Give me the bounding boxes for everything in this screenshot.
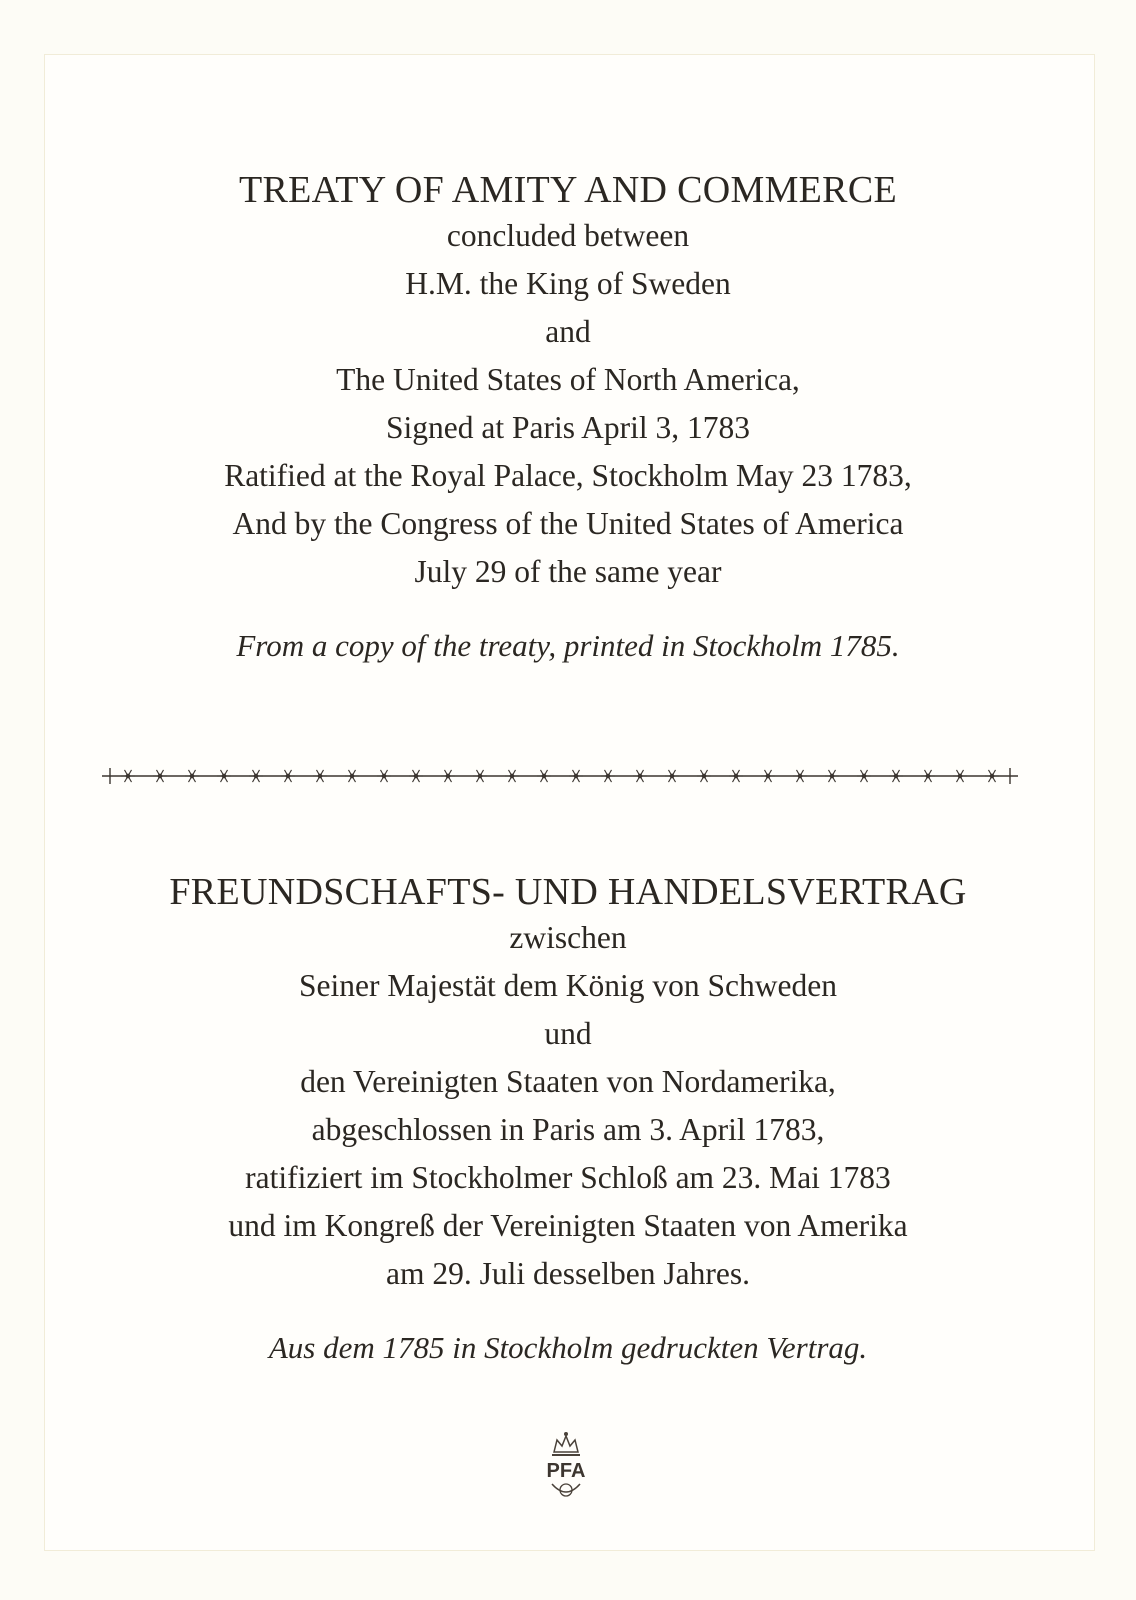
- star-ornament-icon: [825, 770, 839, 782]
- star-ornament-icon: [601, 770, 615, 782]
- english-source-note: From a copy of the treaty, printed in Stockholm 1785.: [236, 628, 900, 663]
- german-line: ratifiziert im Stockholmer Schloß am 23. Mai 1783: [245, 1160, 891, 1195]
- star-ornament-icon: [729, 770, 743, 782]
- logo-text: PFA: [546, 1460, 586, 1482]
- star-ornament-icon: [793, 770, 807, 782]
- star-ornament-icon: [665, 770, 679, 782]
- star-ornament-icon: [921, 770, 935, 782]
- star-ornament-icon: [569, 770, 583, 782]
- star-ornament-icon: [953, 770, 967, 782]
- star-ornament-icon: [313, 770, 327, 782]
- star-ornament-icon: [537, 770, 551, 782]
- star-ornament-icon: [377, 770, 391, 782]
- star-ornament-icon: [441, 770, 455, 782]
- ornamental-star-divider: [102, 764, 1018, 788]
- german-line: und im Kongreß der Vereinigten Staaten von Amerika: [228, 1208, 908, 1243]
- star-ornament-icon: [505, 770, 519, 782]
- english-title: TREATY OF AMITY AND COMMERCE: [239, 169, 897, 211]
- german-title: FREUNDSCHAFTS- UND HANDELSVERTRAG: [169, 871, 967, 913]
- german-line: den Vereinigten Staaten von Nordamerika,: [300, 1064, 836, 1099]
- star-ornament-icon: [985, 770, 999, 782]
- star-ornament-icon: [409, 770, 423, 782]
- star-ornament-icon: [697, 770, 711, 782]
- star-ornament-icon: [121, 770, 135, 782]
- star-ornament-icon: [761, 770, 775, 782]
- english-line: And by the Congress of the United States of America: [232, 506, 904, 541]
- star-ornament-icon: [249, 770, 263, 782]
- english-line: July 29 of the same year: [414, 554, 722, 589]
- german-line: abgeschlossen in Paris am 3. April 1783,: [311, 1112, 825, 1147]
- english-line: Signed at Paris April 3, 1783: [386, 410, 750, 445]
- german-line: zwischen: [509, 920, 627, 955]
- english-section: [0, 168, 1136, 697]
- german-section: [0, 870, 1136, 1399]
- star-ornament-icon: [857, 770, 871, 782]
- german-line: und: [544, 1016, 592, 1051]
- german-source-note: Aus dem 1785 in Stockholm gedruckten Vertrag.: [268, 1330, 868, 1365]
- star-ornament-icon: [281, 770, 295, 782]
- star-ornament-icon: [473, 770, 487, 782]
- star-ornament-icon: [153, 770, 167, 782]
- english-line: The United States of North America,: [336, 362, 800, 397]
- star-ornament-icon: [217, 770, 231, 782]
- star-ornament-icon: [345, 770, 359, 782]
- star-ornament-icon: [889, 770, 903, 782]
- english-line: H.M. the King of Sweden: [405, 266, 731, 301]
- english-line: and: [545, 314, 591, 349]
- star-ornament-icon: [633, 770, 647, 782]
- german-line: Seiner Majestät dem König von Schweden: [298, 968, 837, 1003]
- english-line: Ratified at the Royal Palace, Stockholm May 23 1783,: [224, 458, 912, 493]
- german-line: am 29. Juli desselben Jahres.: [386, 1256, 750, 1291]
- english-line: concluded between: [446, 218, 690, 253]
- pfa-crown-logo-icon: [530, 1428, 602, 1504]
- star-ornament-icon: [185, 770, 199, 782]
